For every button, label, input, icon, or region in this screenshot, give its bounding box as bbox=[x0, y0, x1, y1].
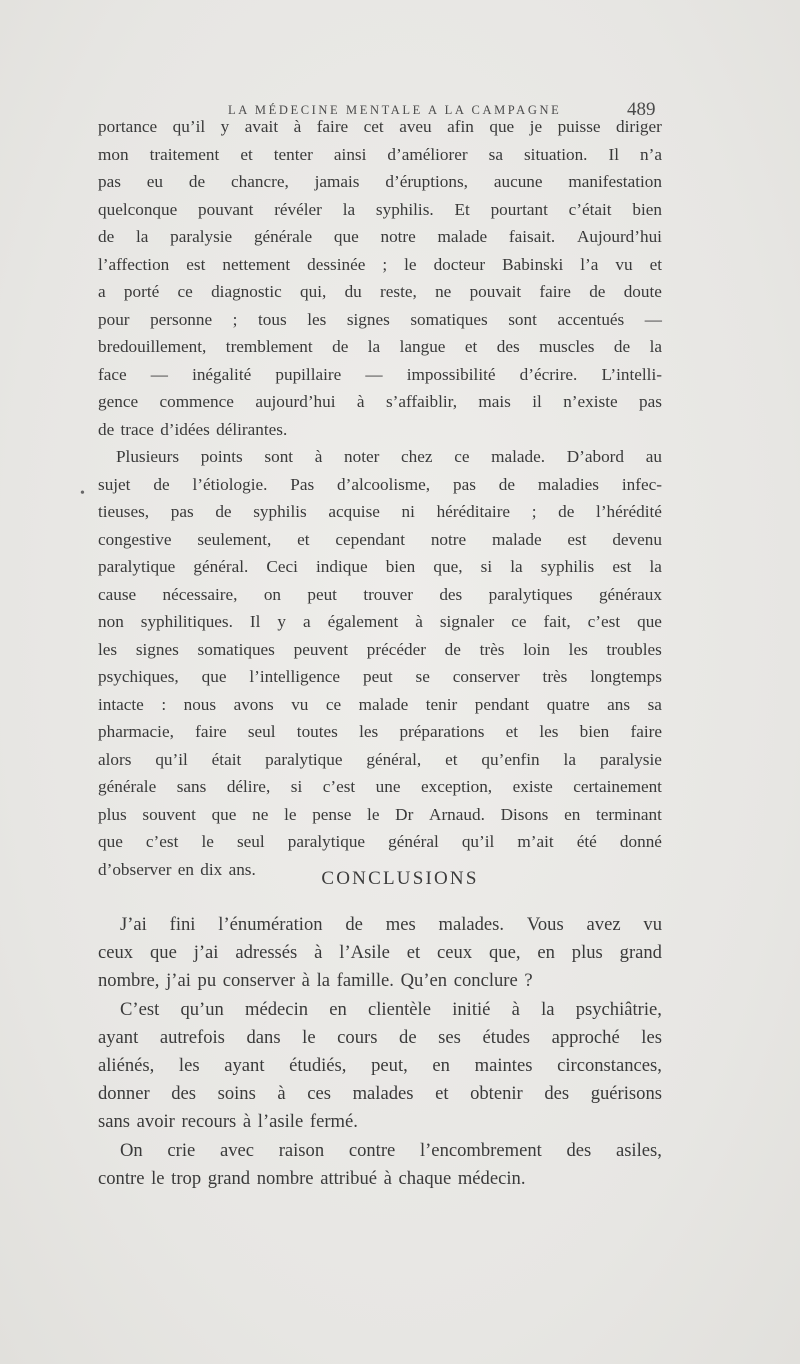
text-line: ceux que j’ai adressés à l’Asile et ceux que, en plus grand bbox=[98, 942, 662, 964]
text-block-before-conclusions bbox=[98, 113, 662, 883]
text-line: bredouillement, tremblement de la langue et des muscles de la bbox=[98, 337, 662, 356]
text-line: les signes somatiques peuvent précéder de très loin les troubles bbox=[98, 639, 662, 659]
text-line: psychiques, que l’intelligence peut se conserver très longtemps bbox=[98, 667, 662, 686]
page-number: 489 bbox=[627, 99, 656, 120]
text-line: C’est qu’un médecin en clientèle initié à la psychiâtrie, bbox=[120, 998, 662, 1020]
text-line: sans avoir recours à l’asile fermé. bbox=[98, 1111, 358, 1133]
text-line: tieuses, pas de syphilis acquise ni héréditaire ; de l’hérédité bbox=[98, 502, 662, 521]
section-heading: CONCLUSIONS bbox=[321, 868, 479, 889]
text-line: l’affection est nettement dessinée ; le docteur Babinski l’a vu et bbox=[98, 254, 662, 274]
text-line: aliénés, les ayant étudiés, peut, en maintes circonstances, bbox=[98, 1054, 662, 1076]
text-block-after-conclusions bbox=[98, 911, 662, 1193]
text-line: d’observer en dix ans. bbox=[98, 859, 256, 879]
text-line: a porté ce diagnostic qui, du reste, ne pouvait faire de doute bbox=[98, 282, 662, 301]
text-line: plus souvent que ne le pense le Dr Arnaud. Disons en terminant bbox=[98, 804, 662, 824]
running-head: LA MÉDECINE MENTALE A LA CAMPAGNE bbox=[228, 103, 562, 117]
text-line: générale sans délire, si c’est une exception, existe certainement bbox=[98, 777, 662, 796]
text-line: gence commence aujourd’hui à s’affaiblir, mais il n’existe pas bbox=[98, 392, 662, 411]
text-line: face — inégalité pupillaire — impossibilité d’écrire. L’intelli- bbox=[98, 364, 662, 384]
text-line: J’ai fini l’énumération de mes malades. Vous avez vu bbox=[120, 914, 662, 935]
text-line: pharmacie, faire seul toutes les préparations et les bien faire bbox=[98, 722, 662, 741]
text-line: contre le trop grand nombre attribué à chaque médecin. bbox=[98, 1167, 526, 1189]
text-line: Plusieurs points sont à noter chez ce malade. D’abord au bbox=[116, 447, 662, 466]
text-line: mon traitement et tenter ainsi d’améliorer sa situation. Il n’a bbox=[98, 144, 662, 164]
text-line: quelconque pouvant révéler la syphilis. Et pourtant c’était bien bbox=[98, 199, 662, 219]
text-line: intacte : nous avons vu ce malade tenir pendant quatre ans sa bbox=[98, 694, 662, 714]
text-line: non syphilitiques. Il y a également à signaler ce fait, c’est que bbox=[98, 612, 662, 631]
text-line: de la paralysie générale que notre malade faisait. Aujourd’hui bbox=[98, 227, 662, 246]
text-line: sujet de l’étiologie. Pas d’alcoolisme, pas de maladies infec- bbox=[98, 474, 662, 494]
text-line: portance qu’il y avait à faire cet aveu afin que je puisse diriger bbox=[98, 117, 662, 136]
text-line: alors qu’il était paralytique général, et qu’enfin la paralysie bbox=[98, 749, 662, 769]
text-line: de trace d’idées délirantes. bbox=[98, 419, 288, 439]
text-line: cause nécessaire, on peut trouver des paralytiques généraux bbox=[98, 584, 662, 604]
text-line: On crie avec raison contre l’encombrement des asiles, bbox=[120, 1139, 662, 1161]
text-line: nombre, j’ai pu conserver à la famille. Qu’en conclure ? bbox=[98, 970, 533, 992]
text-line: pour personne ; tous les signes somatiques sont accentués — bbox=[98, 309, 662, 329]
margin-mark: • bbox=[80, 486, 85, 501]
text-line: que c’est le seul paralytique général qu’il m’ait été donné bbox=[98, 832, 662, 851]
text-line: paralytique général. Ceci indique bien que, si la syphilis est la bbox=[98, 557, 662, 576]
text-line: congestive seulement, et cependant notre malade est devenu bbox=[98, 529, 662, 549]
text-line: donner des soins à ces malades et obtenir des guérisons bbox=[98, 1083, 662, 1105]
text-line: pas eu de chancre, jamais d’éruptions, aucune manifestation bbox=[98, 172, 662, 191]
text-line: ayant autrefois dans le cours de ses études approché les bbox=[98, 1026, 662, 1048]
